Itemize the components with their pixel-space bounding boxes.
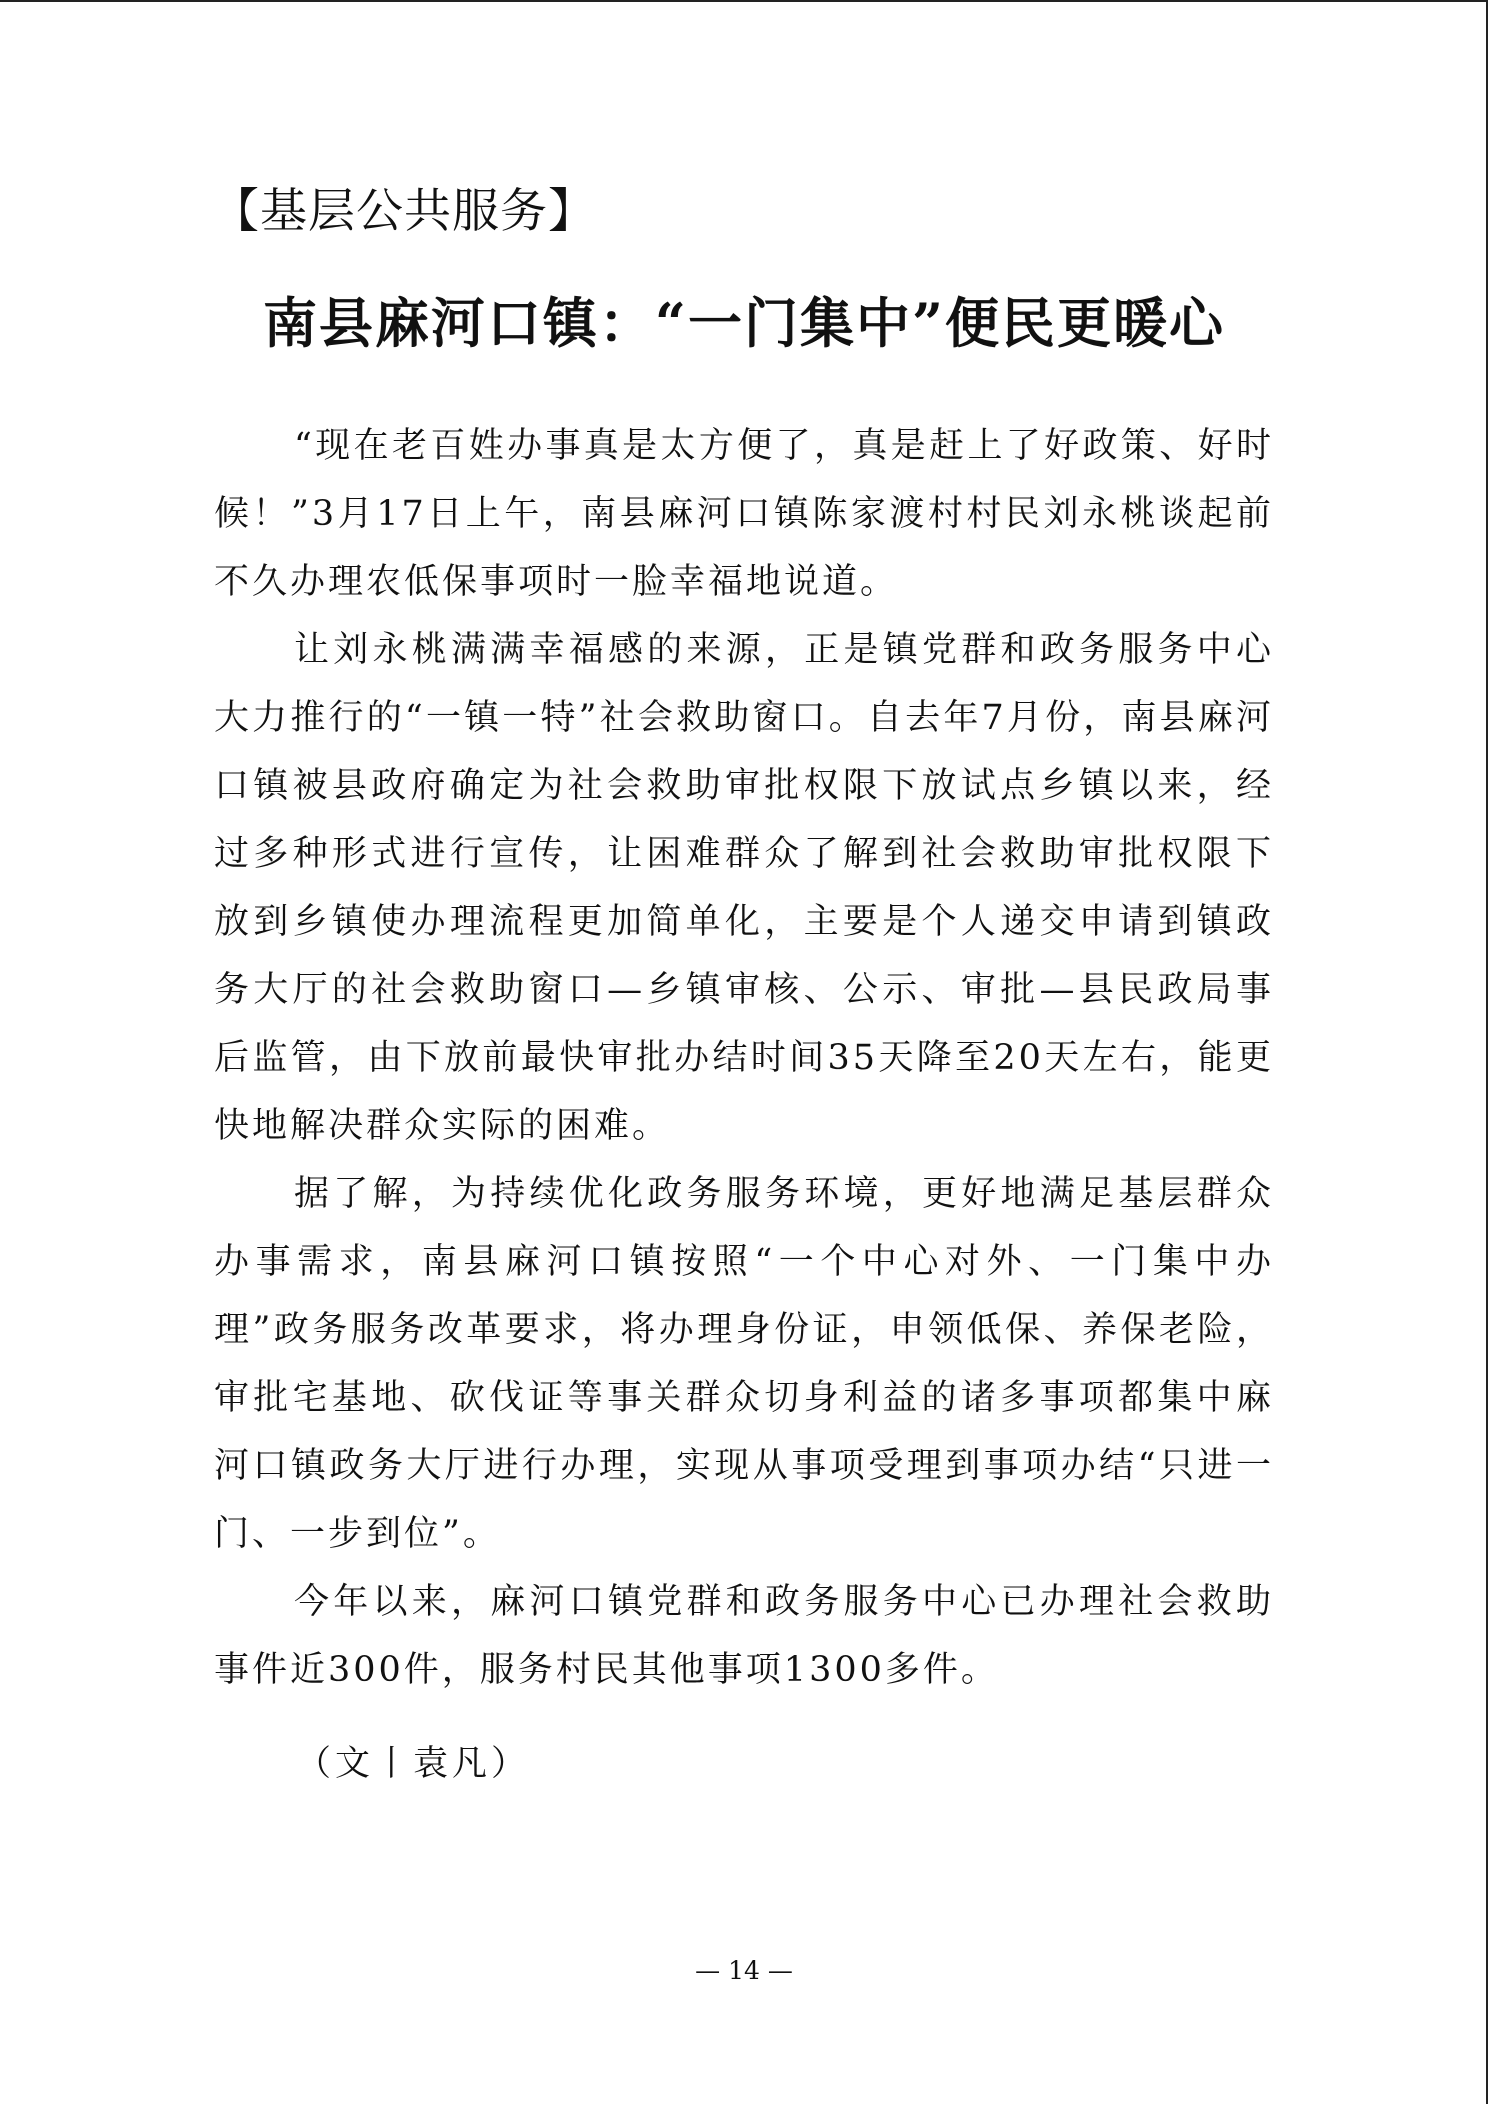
section-label: 【基层公共服务】 — [212, 184, 596, 239]
paragraph-2: 让刘永桃满满幸福感的来源，正是镇党群和政务服务中心大力推行的“一镇一特”社会救助窗口。自去年7月份，南县麻河口镇被县政府确定为社会救助审批权限下放试点乡镇以来，经过多种形式进行宣传，让困难群众了解到社会救助审批权限下放到乡镇使办理流程更加简单化，主要是个人递交申请到镇政务大厅的社会救助窗口—乡镇审核、公示、审批—县民政局事后监管，由下放前最快审批办结时间35天降至20天左右，能更快地解决群众实际的困难。 — [214, 630, 1274, 1146]
paragraph-4: 今年以来，麻河口镇党群和政务服务中心已办理社会救助事件近300件，服务村民其他事项1300多件。 — [214, 1582, 1274, 1690]
author-byline: （文丨袁凡） — [296, 1744, 531, 1784]
paragraph-3: 据了解，为持续优化政务服务环境，更好地满足基层群众办事需求，南县麻河口镇按照“一个中心对外、一门集中办理”政务服务改革要求，将办理身份证，申领低保、养保老险，审批宅基地、砍伐证等事关群众切身利益的诸多事项都集中麻河口镇政务大厅进行办理，实现从事项受理到事项办结“只进一门、一步到位”。 — [214, 1174, 1274, 1554]
paragraph-1: “现在老百姓办事真是太方便了，真是赶上了好政策、好时候！”3月17日上午，南县麻河口镇陈家渡村村民刘永桃谈起前不久办理农低保事项时一脸幸福地说道。 — [214, 426, 1274, 602]
page-border-top — [0, 0, 1488, 2]
page-number: — 14 — — [695, 1956, 793, 1985]
article-body — [214, 412, 1274, 1704]
article-headline: 南县麻河口镇：“一门集中”便民更暖心 — [262, 291, 1226, 355]
